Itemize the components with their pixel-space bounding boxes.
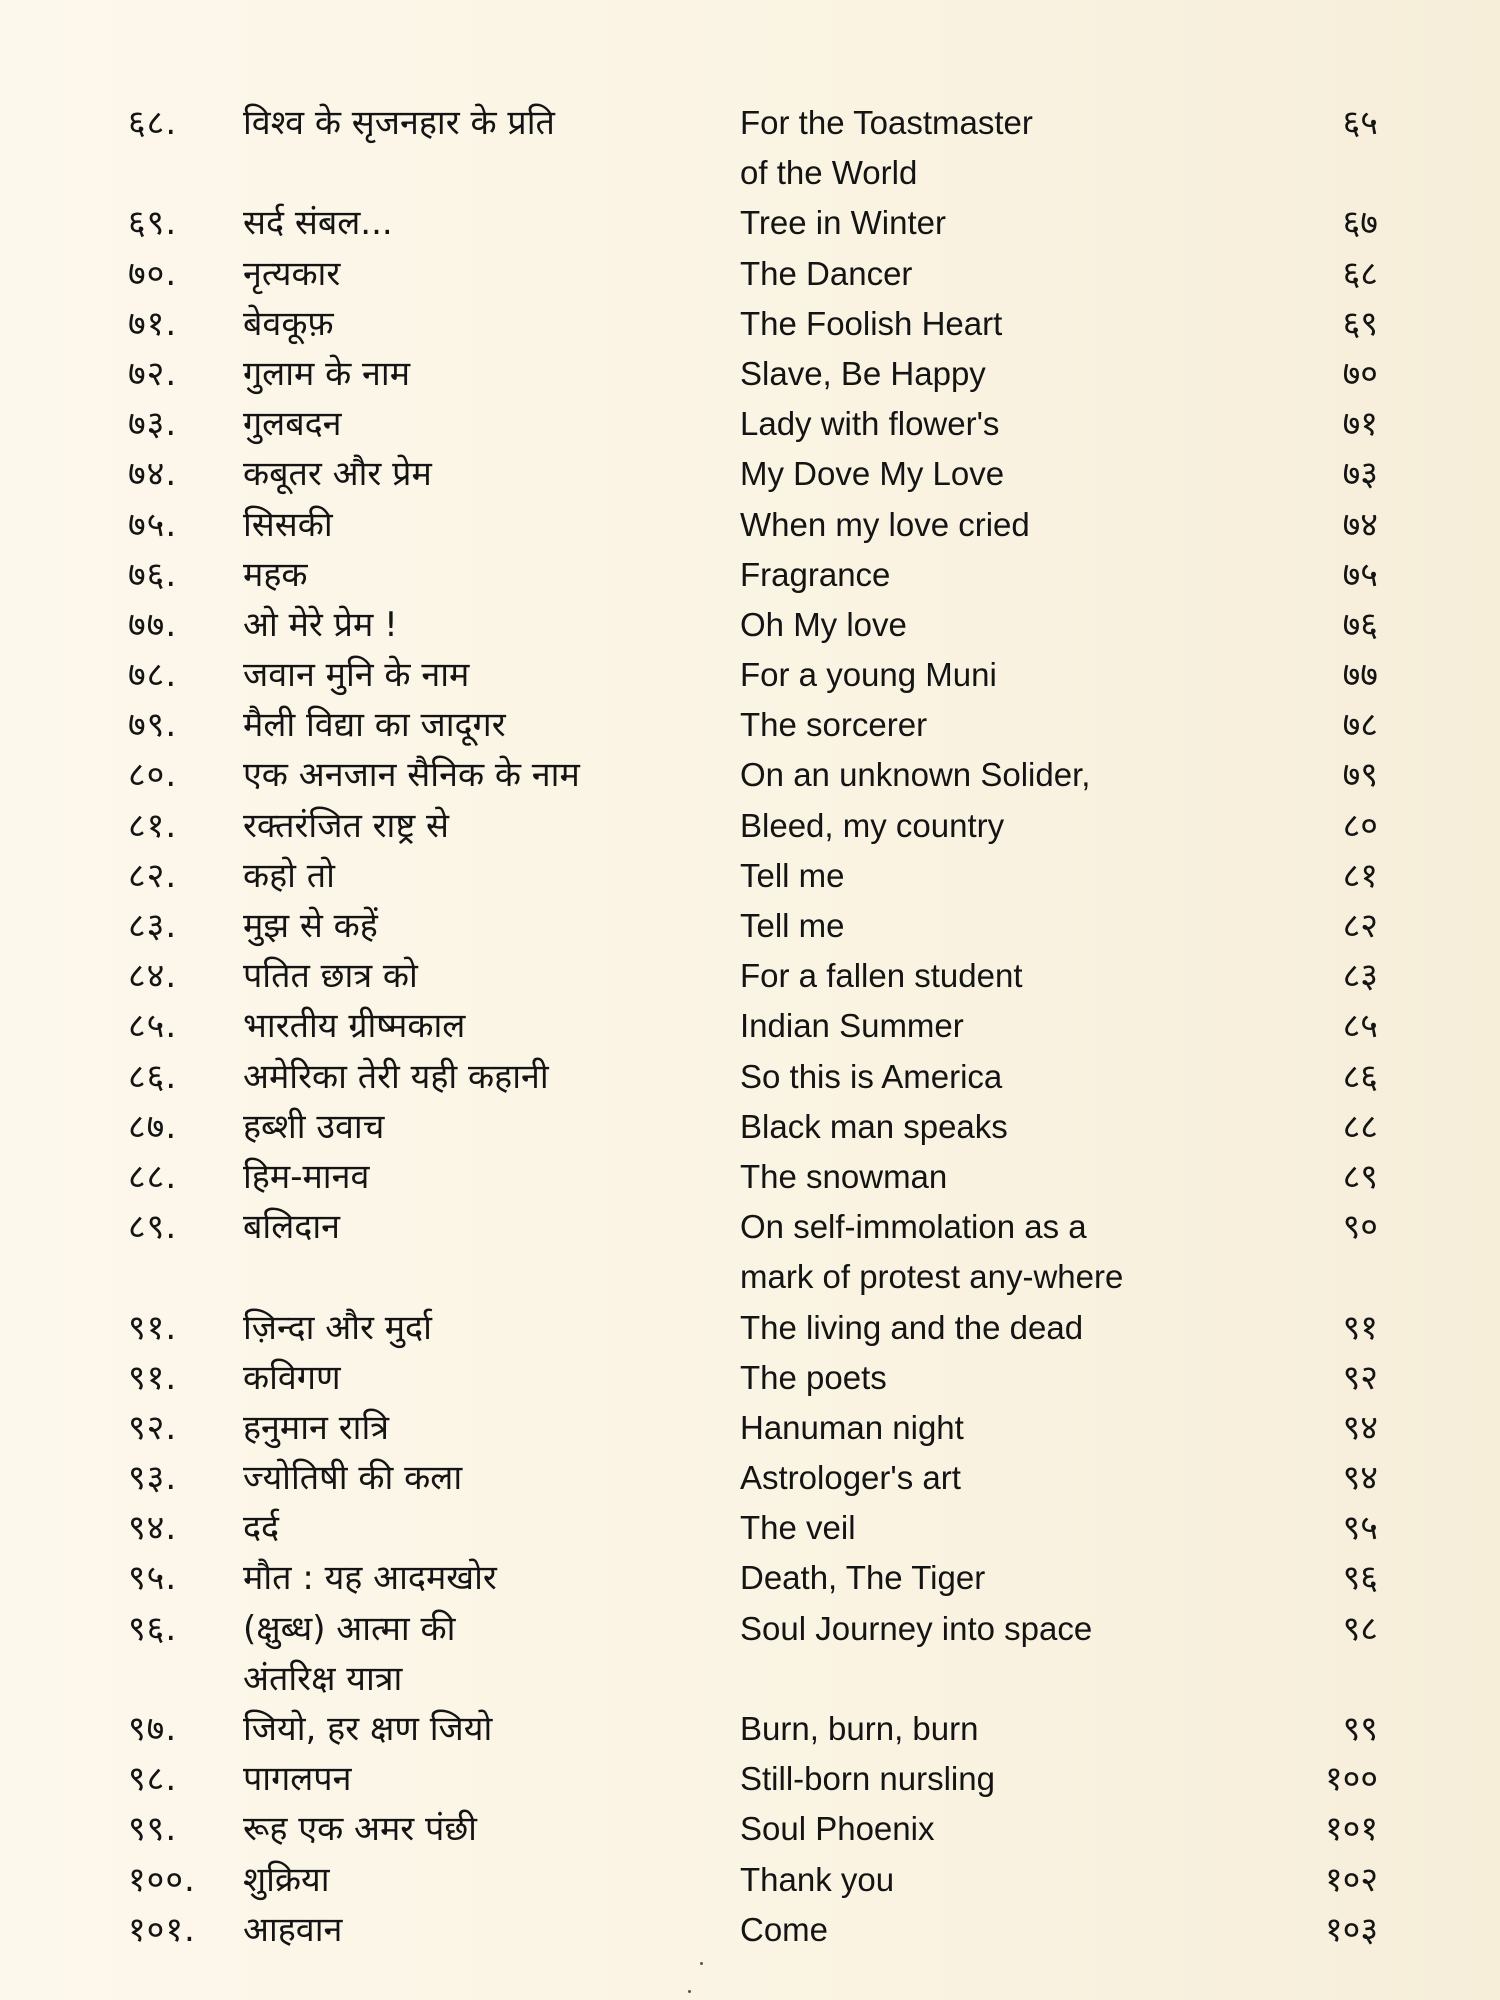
- entry-number: ७५.: [128, 504, 178, 545]
- english-title: Fragrance: [740, 555, 891, 593]
- page-number: ७०: [1342, 353, 1378, 394]
- ink-speck: [700, 1962, 703, 1965]
- entry-number: ७९.: [128, 705, 178, 746]
- toc-entry: [118, 449, 1408, 499]
- entry-number: ७६.: [128, 554, 178, 595]
- toc-entry: [118, 98, 1408, 148]
- toc-entry: [118, 1152, 1408, 1202]
- page-number: ६७: [1342, 203, 1378, 244]
- page-number: ९१: [1342, 1307, 1378, 1348]
- hindi-title: हनुमान रात्रि: [243, 1407, 390, 1448]
- english-title: Oh My love: [740, 605, 907, 643]
- english-title: of the World: [740, 154, 918, 192]
- entry-number: ९४.: [128, 1508, 178, 1549]
- hindi-title: (क्षुब्ध) आत्मा की: [243, 1608, 456, 1649]
- entry-number: ६८.: [128, 103, 178, 143]
- english-title: On an unknown Solider,: [740, 756, 1091, 794]
- toc-entry: [118, 1754, 1408, 1804]
- hindi-title: रक्तरंजित राष्ट्र से: [243, 805, 449, 846]
- toc-entry: [118, 550, 1408, 600]
- hindi-title: सिसकी: [243, 504, 333, 545]
- hindi-title: पतित छात्र को: [243, 956, 418, 997]
- hindi-title: हब्शी उवाच: [243, 1106, 385, 1147]
- hindi-title: गुलाम के नाम: [243, 353, 411, 394]
- hindi-title: विश्व के सृजनहार के प्रति: [243, 103, 555, 143]
- english-title: Tell me: [740, 907, 845, 944]
- entry-number: ९७.: [128, 1709, 178, 1749]
- english-title: The veil: [740, 1509, 856, 1547]
- entry-number: ८०.: [128, 755, 178, 796]
- english-title: Black man speaks: [740, 1107, 1008, 1145]
- english-title: My Dove My Love: [740, 455, 1005, 493]
- table-of-contents: [118, 98, 1408, 1955]
- hindi-title: गुलबदन: [243, 404, 342, 445]
- toc-entry: [118, 600, 1408, 650]
- page-number: ७५: [1342, 554, 1378, 595]
- english-title: mark of protest any-where: [740, 1258, 1124, 1296]
- toc-entry: [118, 700, 1408, 750]
- entry-number: ९६.: [128, 1608, 178, 1649]
- english-title: Tree in Winter: [740, 204, 946, 242]
- page-number: ८८: [1342, 1106, 1378, 1147]
- page-number: ९९: [1342, 1709, 1378, 1749]
- english-title: The snowman: [740, 1157, 948, 1195]
- page-number: ८६: [1342, 1056, 1378, 1097]
- page-number: १०१: [1324, 1809, 1378, 1850]
- entry-number: ६९.: [128, 203, 178, 244]
- toc-entry: [118, 500, 1408, 550]
- entry-number: ८३.: [128, 906, 178, 946]
- entry-number: ९१.: [128, 1357, 178, 1398]
- toc-entry: [118, 1704, 1408, 1754]
- toc-entry: [118, 1403, 1408, 1453]
- page-number: ७७: [1342, 655, 1378, 696]
- entry-number: ७४.: [128, 454, 178, 495]
- hindi-title: मौत : यह आदमखोर: [243, 1558, 497, 1599]
- hindi-title: बलिदान: [243, 1207, 341, 1248]
- toc-entry: [118, 901, 1408, 951]
- entry-number: ८५.: [128, 1006, 178, 1047]
- page-number: ६९: [1342, 303, 1378, 344]
- english-title: Slave, Be Happy: [740, 354, 986, 392]
- english-title: So this is America: [740, 1057, 1003, 1095]
- toc-entry: [118, 148, 1408, 198]
- entry-number: ९१.: [128, 1307, 178, 1348]
- english-title: Thank you: [740, 1860, 895, 1898]
- english-title: Tell me: [740, 856, 845, 894]
- toc-entry: [118, 1303, 1408, 1353]
- toc-entry: [118, 750, 1408, 800]
- hindi-title: आहवान: [243, 1909, 343, 1950]
- toc-entry: [118, 399, 1408, 449]
- english-title: Bleed, my country: [740, 806, 1005, 844]
- page-number: १००: [1324, 1759, 1378, 1800]
- page-number: ९०: [1342, 1207, 1378, 1248]
- entry-number: ७८.: [128, 655, 178, 696]
- entry-number: ८८.: [128, 1156, 178, 1197]
- toc-entry: [118, 349, 1408, 399]
- page-number: ९५: [1342, 1508, 1378, 1549]
- entry-number: ९३.: [128, 1458, 178, 1499]
- page-number: ९२: [1342, 1357, 1378, 1398]
- page-number: १०२: [1324, 1859, 1378, 1900]
- entry-number: ८६.: [128, 1056, 178, 1097]
- entry-number: ९२.: [128, 1407, 178, 1448]
- entry-number: ७२.: [128, 353, 178, 394]
- hindi-title: रूह एक अमर पंछी: [243, 1809, 477, 1850]
- hindi-title: कबूतर और प्रेम: [243, 454, 432, 495]
- toc-entry: [118, 1102, 1408, 1152]
- page-number: ७६: [1342, 604, 1378, 645]
- english-title: Hanuman night: [740, 1408, 964, 1446]
- entry-number: ७०.: [128, 253, 178, 294]
- toc-entry: [118, 1453, 1408, 1503]
- page-number: ७३: [1342, 454, 1378, 495]
- hindi-title: जवान मुनि के नाम: [243, 655, 470, 696]
- toc-entry: [118, 1001, 1408, 1051]
- entry-number: ९९.: [128, 1809, 178, 1850]
- entry-number: ९५.: [128, 1558, 178, 1599]
- page-number: ८९: [1342, 1156, 1378, 1197]
- english-title: Indian Summer: [740, 1007, 964, 1045]
- english-title: Soul Journey into space: [740, 1609, 1093, 1647]
- page-number: ८०: [1342, 805, 1378, 846]
- english-title: Astrologer's art: [740, 1459, 961, 1497]
- english-title: Lady with flower's: [740, 405, 1000, 443]
- toc-entry: [118, 1503, 1408, 1553]
- page-number: ८२: [1342, 906, 1378, 946]
- page-number: ६८: [1342, 253, 1378, 294]
- entry-number: १०१.: [128, 1909, 196, 1950]
- english-title: The poets: [740, 1358, 887, 1396]
- english-title: The Foolish Heart: [740, 304, 1003, 342]
- page-number: ९६: [1342, 1558, 1378, 1599]
- hindi-title: ओ मेरे प्रेम !: [243, 604, 398, 645]
- hindi-title: कहो तो: [243, 855, 335, 896]
- toc-entry: [118, 1553, 1408, 1603]
- entry-number: ७७.: [128, 604, 178, 645]
- toc-entry: [118, 249, 1408, 299]
- hindi-title: ज्योतिषी की कला: [243, 1458, 463, 1499]
- toc-entry: [118, 1052, 1408, 1102]
- page-number: ८५: [1342, 1006, 1378, 1047]
- hindi-title: हिम-मानव: [243, 1156, 370, 1197]
- hindi-title: शुक्रिया: [243, 1859, 330, 1900]
- english-title: Burn, burn, burn: [740, 1710, 979, 1747]
- english-title: When my love cried: [740, 505, 1030, 543]
- hindi-title: अमेरिका तेरी यही कहानी: [243, 1056, 549, 1097]
- hindi-title: कविगण: [243, 1357, 341, 1398]
- page-number: ८३: [1342, 956, 1378, 997]
- english-title: Still-born nursling: [740, 1760, 995, 1798]
- entry-number: ९८.: [128, 1759, 178, 1800]
- entry-number: ८२.: [128, 855, 178, 896]
- page-number: ७८: [1342, 705, 1378, 746]
- entry-number: ७३.: [128, 404, 178, 445]
- entry-number: ७१.: [128, 303, 178, 344]
- toc-entry: [118, 299, 1408, 349]
- english-title: On self-immolation as a: [740, 1208, 1087, 1246]
- hindi-title: अंतरिक्ष यात्रा: [243, 1658, 403, 1699]
- english-title: For a young Muni: [740, 656, 997, 694]
- english-title: The sorcerer: [740, 706, 928, 744]
- toc-entry: [118, 198, 1408, 248]
- hindi-title: भारतीय ग्रीष्मकाल: [243, 1006, 466, 1047]
- hindi-title: एक अनजान सैनिक के नाम: [243, 755, 580, 796]
- hindi-title: मुझ से कहें: [243, 906, 378, 946]
- toc-entry: [118, 851, 1408, 901]
- toc-entry: [118, 1353, 1408, 1403]
- entry-number: ८४.: [128, 956, 178, 997]
- toc-entry: [118, 801, 1408, 851]
- hindi-title: सर्द संबल...: [243, 203, 393, 244]
- hindi-title: ज़िन्दा और मुर्दा: [243, 1307, 432, 1348]
- english-title: For the Toastmaster: [740, 104, 1033, 141]
- toc-entry: [118, 1804, 1408, 1854]
- toc-entry: [118, 1654, 1408, 1704]
- page-number: ६५: [1342, 103, 1378, 143]
- english-title: Death, The Tiger: [740, 1559, 986, 1597]
- hindi-title: जियो, हर क्षण जियो: [243, 1709, 493, 1749]
- hindi-title: महक: [243, 554, 308, 595]
- page-number: ९४: [1342, 1458, 1378, 1499]
- hindi-title: नृत्यकार: [243, 253, 341, 294]
- english-title: Come: [740, 1910, 829, 1948]
- entry-number: ८७.: [128, 1106, 178, 1147]
- english-title: Soul Phoenix: [740, 1810, 935, 1848]
- entry-number: १००.: [128, 1859, 196, 1900]
- toc-entry: [118, 1202, 1408, 1252]
- toc-entry: [118, 951, 1408, 1001]
- english-title: For a fallen student: [740, 957, 1023, 995]
- toc-entry: [118, 1855, 1408, 1905]
- toc-entry: [118, 1604, 1408, 1654]
- entry-number: ८१.: [128, 805, 178, 846]
- page-number: ७९: [1342, 755, 1378, 796]
- toc-entry: [118, 1252, 1408, 1302]
- toc-entry: [118, 650, 1408, 700]
- hindi-title: पागलपन: [243, 1759, 352, 1800]
- entry-number: ८९.: [128, 1207, 178, 1248]
- toc-entry: [118, 1905, 1408, 1955]
- page-number: ९४: [1342, 1407, 1378, 1448]
- hindi-title: दर्द: [243, 1508, 280, 1549]
- english-title: The living and the dead: [740, 1308, 1084, 1346]
- hindi-title: मैली विद्या का जादूगर: [243, 705, 506, 746]
- ink-speck: [688, 1990, 691, 1993]
- page-number: १०३: [1324, 1909, 1378, 1950]
- page-number: ९८: [1342, 1608, 1378, 1649]
- english-title: The Dancer: [740, 254, 913, 292]
- page-number: ७४: [1342, 504, 1378, 545]
- hindi-title: बेवकूफ़: [243, 303, 334, 344]
- page-number: ८१: [1342, 855, 1378, 896]
- page-number: ७१: [1342, 404, 1378, 445]
